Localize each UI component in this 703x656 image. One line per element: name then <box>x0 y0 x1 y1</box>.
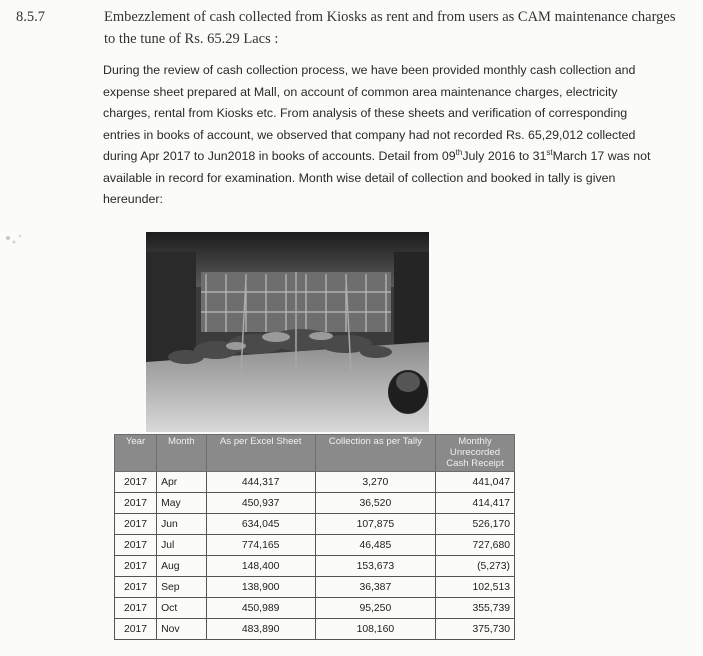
table-row <box>115 619 515 640</box>
cell-month: Oct <box>157 598 207 619</box>
cell-excel: 774,165 <box>206 535 315 556</box>
paragraph-text-2: July 2016 to 31 <box>462 149 547 163</box>
table-row <box>115 493 515 514</box>
paragraph-text-3: March 17 was not available in record for examination. Month wise detail of collection and booked in tally is given hereunder: <box>103 149 651 206</box>
cell-year: 2017 <box>115 598 157 619</box>
cell-excel: 444,317 <box>206 472 315 493</box>
cell-tally: 95,250 <box>315 598 435 619</box>
cell-tally: 36,387 <box>315 577 435 598</box>
table-row <box>115 598 515 619</box>
cell-unrecorded: (5,273) <box>436 556 515 577</box>
section-title: Embezzlement of cash collected from Kiosks as rent and from users as CAM maintenance charges to the tune of Rs. 65.29 Lacs : <box>104 9 676 47</box>
table-row <box>115 556 515 577</box>
table-row <box>115 577 515 598</box>
cell-month: Sep <box>157 577 207 598</box>
cell-month: Apr <box>157 472 207 493</box>
cell-unrecorded: 526,170 <box>436 514 515 535</box>
cell-year: 2017 <box>115 535 157 556</box>
cell-year: 2017 <box>115 577 157 598</box>
cell-month: May <box>157 493 207 514</box>
header-year: Year <box>115 435 157 472</box>
ordinal-suffix-1: th <box>455 147 463 157</box>
cell-year: 2017 <box>115 472 157 493</box>
table-row <box>115 514 515 535</box>
mall-photo <box>146 232 429 432</box>
cell-excel: 138,900 <box>206 577 315 598</box>
table-row <box>115 472 515 493</box>
cell-excel: 450,989 <box>206 598 315 619</box>
section-number: 8.5.7 <box>16 9 45 25</box>
cell-month: Nov <box>157 619 207 640</box>
paragraph-text-1: During the review of cash collection process, we have been provided monthly cash collection and expense sheet prepared at Mall, on account of common area maintenance charges, electricity charges, rental from Kiosks etc. From analysis of these sheets and verification of corresponding entries in books of account, we observed that company had not recorded Rs. 65,29,012 collected during Apr 2017 to Jun2018 in books of accounts. Detail from 09 <box>103 63 636 163</box>
body-paragraph <box>103 60 663 211</box>
cell-excel: 148,400 <box>206 556 315 577</box>
cell-tally: 3,270 <box>315 472 435 493</box>
header-excel: As per Excel Sheet <box>206 435 315 472</box>
cell-excel: 450,937 <box>206 493 315 514</box>
header-unrecorded: Monthly Unrecorded Cash Receipt <box>436 435 515 472</box>
collection-table <box>114 434 515 640</box>
cell-year: 2017 <box>115 619 157 640</box>
cell-tally: 153,673 <box>315 556 435 577</box>
cell-unrecorded: 727,680 <box>436 535 515 556</box>
cell-excel: 634,045 <box>206 514 315 535</box>
cell-unrecorded: 355,739 <box>436 598 515 619</box>
cell-year: 2017 <box>115 556 157 577</box>
section-heading <box>16 6 686 50</box>
cell-month: Aug <box>157 556 207 577</box>
cell-tally: 108,160 <box>315 619 435 640</box>
header-tally: Collection as per Tally <box>315 435 435 472</box>
cell-unrecorded: 375,730 <box>436 619 515 640</box>
table-header-row <box>115 435 515 472</box>
cell-tally: 107,875 <box>315 514 435 535</box>
cell-unrecorded: 102,513 <box>436 577 515 598</box>
scan-smudge <box>0 228 28 252</box>
cell-excel: 483,890 <box>206 619 315 640</box>
cell-year: 2017 <box>115 493 157 514</box>
cell-month: Jul <box>157 535 207 556</box>
cell-year: 2017 <box>115 514 157 535</box>
cell-tally: 36,520 <box>315 493 435 514</box>
ordinal-suffix-2: st <box>546 147 553 157</box>
cell-unrecorded: 414,417 <box>436 493 515 514</box>
table-row <box>115 535 515 556</box>
cell-month: Jun <box>157 514 207 535</box>
cell-unrecorded: 441,047 <box>436 472 515 493</box>
cell-tally: 46,485 <box>315 535 435 556</box>
header-month: Month <box>157 435 207 472</box>
